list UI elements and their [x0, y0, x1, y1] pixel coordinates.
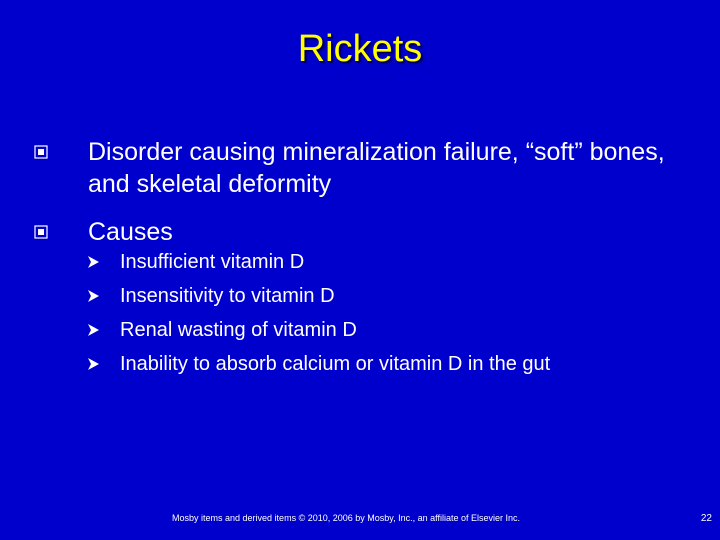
bullet-item — [88, 216, 688, 248]
sub-bullet-text: Renal wasting of vitamin D — [120, 319, 357, 341]
sub-bullet-item — [120, 284, 700, 308]
sub-bullet-text: Inability to absorb calcium or vitamin D in the gut — [120, 353, 551, 375]
bullet-item — [88, 136, 688, 200]
arrow-bullet-icon — [86, 357, 100, 371]
bullet-text: Disorder causing mineralization failure, “soft” bones, and skeletal deformity — [88, 138, 665, 198]
sub-bullet-item — [120, 352, 700, 376]
slide-title: Rickets — [297, 28, 423, 70]
arrow-bullet-icon — [86, 255, 100, 269]
sub-bullet-item — [120, 318, 700, 342]
bullet-text: Causes — [88, 218, 173, 246]
arrow-bullet-icon — [86, 323, 100, 337]
sub-bullet-text: Insufficient vitamin D — [120, 251, 305, 273]
copyright-footer: Mosby items and derived items © 2010, 2006 by Mosby, Inc., an affiliate of Elsevier Inc. — [172, 513, 520, 523]
sub-bullet-text: Insensitivity to vitamin D — [120, 285, 335, 307]
sub-bullet-item — [120, 250, 700, 274]
arrow-bullet-icon — [86, 289, 100, 303]
square-bullet-icon — [34, 225, 48, 239]
page-number: 22 — [700, 513, 712, 524]
square-bullet-icon — [34, 145, 48, 159]
